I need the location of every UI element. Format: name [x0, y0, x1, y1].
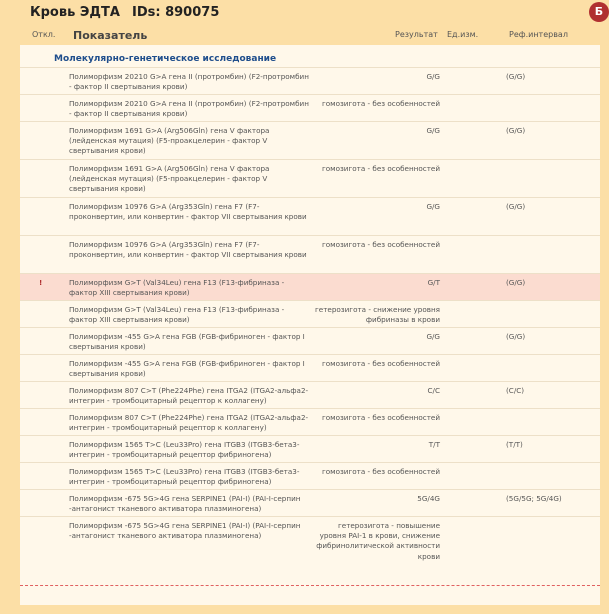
table-row[interactable] — [20, 273, 600, 300]
sample-title: Кровь ЭДТА — [30, 5, 120, 20]
table-row[interactable] — [20, 354, 600, 381]
section-title: Молекулярно-генетическое исследование — [54, 54, 277, 64]
result-value: G/G — [426, 126, 440, 135]
indicator-name: Полиморфизм 1691 G>A (Arg506Gln) гена V фактора (лейденская мутация) (F5-проакцелерин - фактор V свертывания крови) — [69, 126, 270, 156]
col-indicator: Показатель — [73, 29, 148, 42]
result-value: гетерозигота - повышение уровня PAI-1 в крови, снижение фибринолитической активности крови — [316, 521, 440, 561]
table-row[interactable] — [20, 300, 600, 327]
result-value: гомозигота - без особенностей — [321, 240, 440, 249]
result-value: гетерозигота - снижение уровня фибриназы в крови — [315, 305, 440, 325]
table-row[interactable] — [20, 94, 600, 121]
deviation-flag: ! — [39, 278, 43, 287]
table-row[interactable] — [20, 197, 600, 235]
table-row[interactable] — [20, 67, 600, 94]
indicator-name: Полиморфизм -675 5G>4G гена SERPINE1 (PAI-I) (PAI-I-серпин -антагонист тканевого активатора плазминогена) — [69, 521, 301, 541]
table-row[interactable] — [20, 121, 600, 159]
result-value: C/C — [427, 386, 440, 395]
result-value: гомозигота - без особенностей — [321, 99, 440, 108]
result-value: гомозигота - без особенностей — [321, 467, 440, 476]
dashed-divider — [20, 585, 600, 586]
indicator-name: Полиморфизм -675 5G>4G гена SERPINE1 (PAI-I) (PAI-I-серпин -антагонист тканевого активатора плазминогена) — [69, 494, 301, 514]
indicator-name: Полиморфизм 1691 G>A (Arg506Gln) гена V фактора (лейденская мутация) (F5-проакцелерин - фактор V свертывания крови) — [69, 164, 270, 194]
result-value: G/T — [427, 278, 440, 287]
results-table — [20, 67, 600, 565]
results-panel — [20, 45, 600, 605]
table-row[interactable] — [20, 235, 600, 273]
badge-icon[interactable]: Б — [589, 2, 609, 22]
ids-label: IDs: 890075 — [132, 5, 220, 20]
table-row[interactable] — [20, 381, 600, 408]
result-value: G/G — [426, 72, 440, 81]
column-header — [0, 26, 600, 45]
result-value: G/G — [426, 332, 440, 341]
indicator-name: Полиморфизм G>T (Val34Leu) гена F13 (F13-фибриназа - фактор XIII свертывания крови) — [69, 305, 285, 325]
indicator-name: Полиморфизм 1565 T>C (Leu33Pro) гена ITGB3 (ITGB3-бета3-интегрин - тромбоцитарный рецептор фибриногена) — [69, 440, 300, 460]
indicator-name: Полиморфизм 10976 G>A (Arg353Gln) гена F7 (F7-проконвертин, или конвертин - фактор VII свертывания крови — [69, 202, 307, 222]
table-row[interactable] — [20, 159, 600, 197]
col-ref: Реф.интервал — [509, 30, 568, 39]
indicator-name: Полиморфизм G>T (Val34Leu) гена F13 (F13-фибриназа - фактор XIII свертывания крови) — [69, 278, 285, 298]
reference-interval: (C/C) — [506, 386, 525, 395]
reference-interval: (5G/5G; 5G/4G) — [506, 494, 562, 503]
indicator-name: Полиморфизм 1565 T>C (Leu33Pro) гена ITGB3 (ITGB3-бета3-интегрин - тромбоцитарный рецептор фибриногена) — [69, 467, 300, 487]
result-value: G/G — [426, 202, 440, 211]
title-bar — [0, 0, 604, 26]
table-row[interactable] — [20, 516, 600, 565]
result-value: гомозигота - без особенностей — [321, 359, 440, 368]
reference-interval: (G/G) — [506, 202, 526, 211]
indicator-name: Полиморфизм -455 G>A гена FGB (FGB-фибриноген - фактор I свертывания крови) — [69, 332, 305, 352]
indicator-name: Полиморфизм 10976 G>A (Arg353Gln) гена F7 (F7-проконвертин, или конвертин - фактор VII свертывания крови — [69, 240, 307, 260]
result-value: гомозигота - без особенностей — [321, 413, 440, 422]
table-row[interactable] — [20, 327, 600, 354]
table-row[interactable] — [20, 462, 600, 489]
reference-interval: (T/T) — [506, 440, 523, 449]
table-row[interactable] — [20, 489, 600, 516]
indicator-name: Полиморфизм 807 C>T (Phe224Phe) гена ITGA2 (ITGA2-альфа2-интегрин - тромбоцитарный рецептор к коллагену) — [69, 413, 309, 433]
col-unit: Ед.изм. — [447, 30, 479, 39]
col-otkl: Откл. — [32, 30, 56, 39]
reference-interval: (G/G) — [506, 332, 526, 341]
indicator-name: Полиморфизм -455 G>A гена FGB (FGB-фибриноген - фактор I свертывания крови) — [69, 359, 305, 379]
reference-interval: (G/G) — [506, 72, 526, 81]
col-result: Результат — [395, 30, 438, 39]
result-value: гомозигота - без особенностей — [321, 164, 440, 173]
indicator-name: Полиморфизм 20210 G>A гена II (протромбин) (F2-протромбин - фактор II свертывания крови) — [69, 72, 309, 92]
result-value: 5G/4G — [417, 494, 440, 503]
result-value: T/T — [428, 440, 440, 449]
reference-interval: (G/G) — [506, 126, 526, 135]
table-row[interactable] — [20, 435, 600, 462]
table-row[interactable] — [20, 408, 600, 435]
indicator-name: Полиморфизм 20210 G>A гена II (протромбин) (F2-протромбин - фактор II свертывания крови) — [69, 99, 309, 119]
reference-interval: (G/G) — [506, 278, 526, 287]
indicator-name: Полиморфизм 807 C>T (Phe224Phe) гена ITGA2 (ITGA2-альфа2-интегрин - тромбоцитарный рецептор к коллагену) — [69, 386, 309, 406]
